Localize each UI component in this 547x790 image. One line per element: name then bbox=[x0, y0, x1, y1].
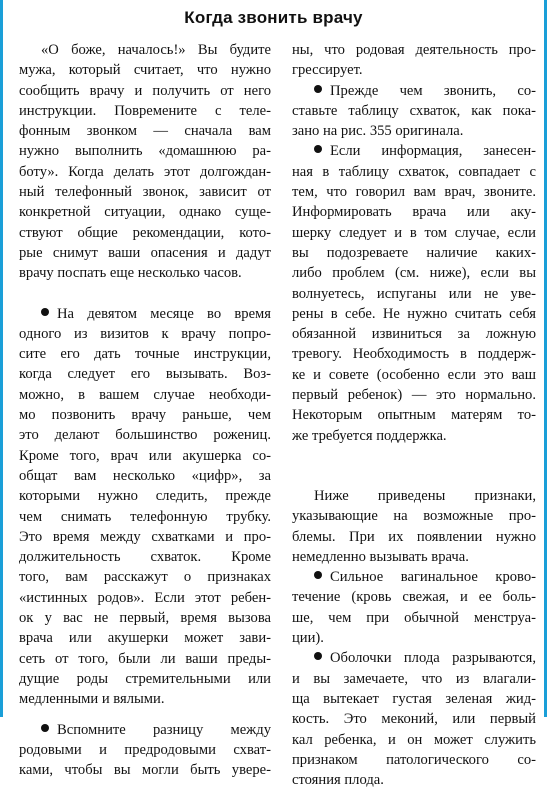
text-line: ный телефонный звонок, зависит от bbox=[19, 184, 271, 201]
text-line: либо проблем (см. ниже), если вы bbox=[292, 265, 536, 282]
text-line: когда следует его вызывать. Воз- bbox=[19, 366, 271, 383]
text-line: обязанной извиниться за ложную bbox=[292, 326, 536, 343]
text-line: Это время между схватками и про- bbox=[19, 528, 271, 545]
bullet-icon bbox=[314, 571, 322, 579]
text-line: же требуется поддержка. bbox=[292, 427, 447, 444]
text-line-content: Сильное вагинальное крово- bbox=[330, 569, 536, 586]
bullet-icon bbox=[314, 652, 322, 660]
text-line-content: На девятом месяце во время bbox=[57, 305, 271, 322]
left-column bbox=[19, 40, 271, 780]
paragraph-intro bbox=[19, 40, 271, 284]
text-line: ции). bbox=[292, 630, 324, 647]
bullet-icon bbox=[41, 724, 49, 732]
text-line bbox=[292, 648, 536, 668]
paragraph-warning-signs bbox=[292, 486, 536, 567]
paragraph-contractions bbox=[19, 720, 271, 781]
paragraph-table bbox=[292, 81, 536, 142]
text-line: врачу поспать еще несколько часов. bbox=[19, 265, 242, 282]
text-line-content: Оболочки плода разрываются, bbox=[330, 650, 536, 667]
text-line: грессирует. bbox=[292, 62, 363, 79]
text-line-content: Если информация, занесен- bbox=[330, 143, 536, 160]
text-line: того, вам расскажут о признаках bbox=[19, 569, 271, 586]
text-line: это делают большинство рожениц. bbox=[19, 427, 271, 444]
text-line: медленными и вялыми. bbox=[19, 691, 165, 708]
text-line: ок у вас не первый, время вызова bbox=[19, 610, 271, 627]
text-line: ставьте таблицу схваток, как пока- bbox=[292, 102, 536, 119]
text-line: ща вытекает густая зеленая жид- bbox=[292, 690, 536, 707]
text-line: рые снимут ваши опасения и дадут bbox=[19, 244, 271, 261]
text-line: ками, чтобы вы могли быть увере- bbox=[19, 762, 271, 779]
text-line: шерку следует и в том случае, если bbox=[292, 224, 536, 241]
text-line: признаком патологического со- bbox=[292, 751, 536, 768]
text-line: Ниже приведены признаки, bbox=[314, 487, 536, 504]
text-line: тем, что говорил вам врач, звоните. bbox=[292, 184, 536, 201]
text-line: первый ребенок) — это нормально. bbox=[292, 387, 536, 404]
text-line: общат вам несколько «цифр», за bbox=[19, 467, 271, 484]
text-line: дущие роды стремительными или bbox=[19, 670, 271, 687]
text-line: блемы. При их появлении нужно bbox=[292, 528, 536, 545]
text-line: родовыми и предродовыми схват- bbox=[19, 741, 271, 758]
text-line: боту». Когда делать этот долгождан- bbox=[19, 163, 271, 180]
text-line: чем снимать телефонную трубку. bbox=[19, 508, 271, 525]
text-line bbox=[292, 567, 536, 587]
text-line: ствуют общие рекомендации, кото- bbox=[19, 224, 271, 241]
text-line: «О боже, началось!» Вы будите bbox=[41, 42, 271, 58]
text-line: «истинных родов». Если этот ребен- bbox=[19, 589, 271, 606]
text-line: должительность схваток. Кроме bbox=[19, 549, 271, 566]
text-line: рены в себе. Не нужно считать себя bbox=[292, 305, 536, 322]
bullet-icon bbox=[41, 308, 49, 316]
paragraph-bleeding bbox=[292, 567, 536, 648]
text-line: сеть от того, были ли ваши преды- bbox=[19, 650, 271, 667]
text-line: сообщить врачу и получить от него bbox=[19, 82, 271, 99]
bullet-icon bbox=[314, 145, 322, 153]
text-line: волнуетесь, испуганы или не уве- bbox=[292, 285, 536, 302]
text-line bbox=[19, 304, 271, 324]
paragraph-contractions-continued bbox=[292, 40, 536, 81]
text-line: которыми нужно следить, прежде bbox=[19, 488, 271, 505]
text-line bbox=[19, 720, 271, 740]
text-line: мо позвонить врачу раньше, чем bbox=[19, 407, 271, 424]
text-line-content: Прежде чем звонить, со- bbox=[330, 82, 536, 99]
paragraph-gap bbox=[292, 446, 536, 486]
text-line: кал ребенка, и он может служить bbox=[292, 731, 536, 748]
text-line: ке и совете (особенно если это ваш bbox=[292, 366, 536, 383]
paragraph-membranes bbox=[292, 648, 536, 790]
text-line bbox=[292, 141, 536, 161]
text-line: ная в таблицу схваток, совпадает с bbox=[292, 163, 536, 180]
paragraph-gap bbox=[19, 710, 271, 720]
text-line: одного из визитов к врачу попро- bbox=[19, 325, 271, 342]
text-line: сите его дать точные инструкции, bbox=[19, 346, 271, 363]
text-line: врача или акушерки может зави- bbox=[19, 630, 271, 647]
text-line: мужа, который считает, что нужно bbox=[19, 62, 271, 79]
text-line: конкретной ситуации, однако суще- bbox=[19, 204, 271, 221]
text-line-content: Вспомните разницу между bbox=[57, 721, 271, 738]
text-line bbox=[292, 81, 536, 101]
text-line: указывающие на возможные про- bbox=[292, 508, 536, 525]
text-line: фонным звонком — сначала вам bbox=[19, 123, 271, 140]
text-line: немедленно вызывать врача. bbox=[292, 548, 469, 565]
text-line: вы подозреваете наличие каких- bbox=[292, 244, 536, 261]
text-line: тревогу. Необходимость в поддерж- bbox=[292, 346, 536, 363]
text-line: зано на рис. 355 оригинала. bbox=[292, 123, 464, 140]
page-title: Когда звонить врачу bbox=[184, 8, 363, 27]
text-line: Кроме того, врач или акушерка со- bbox=[19, 447, 271, 464]
text-line: Информировать врача или аку- bbox=[292, 204, 536, 221]
text-line: течение (кровь свежая, и ее боль- bbox=[292, 589, 536, 606]
paragraph-gap bbox=[19, 284, 271, 304]
text-line: ше, чем при обычной менструа- bbox=[292, 609, 536, 626]
text-line: стояния плода. bbox=[292, 772, 384, 789]
text-line: нужно выполнить «домашнюю ра- bbox=[19, 143, 271, 160]
text-line: инструкции. Повремените с теле- bbox=[19, 102, 271, 119]
text-line: Некоторым опытным матерям то- bbox=[292, 407, 536, 424]
bullet-icon bbox=[314, 85, 322, 93]
text-line: кость. Это меконий, или первый bbox=[292, 711, 536, 728]
text-line: можно, в вашем случае необходи- bbox=[19, 386, 271, 403]
paragraph-ninth-month bbox=[19, 304, 271, 710]
text-line: и вы замечаете, что из влагали- bbox=[292, 670, 536, 687]
text-line: ны, что родовая деятельность про- bbox=[292, 42, 536, 58]
paragraph-information bbox=[292, 141, 536, 445]
right-column bbox=[292, 40, 536, 790]
